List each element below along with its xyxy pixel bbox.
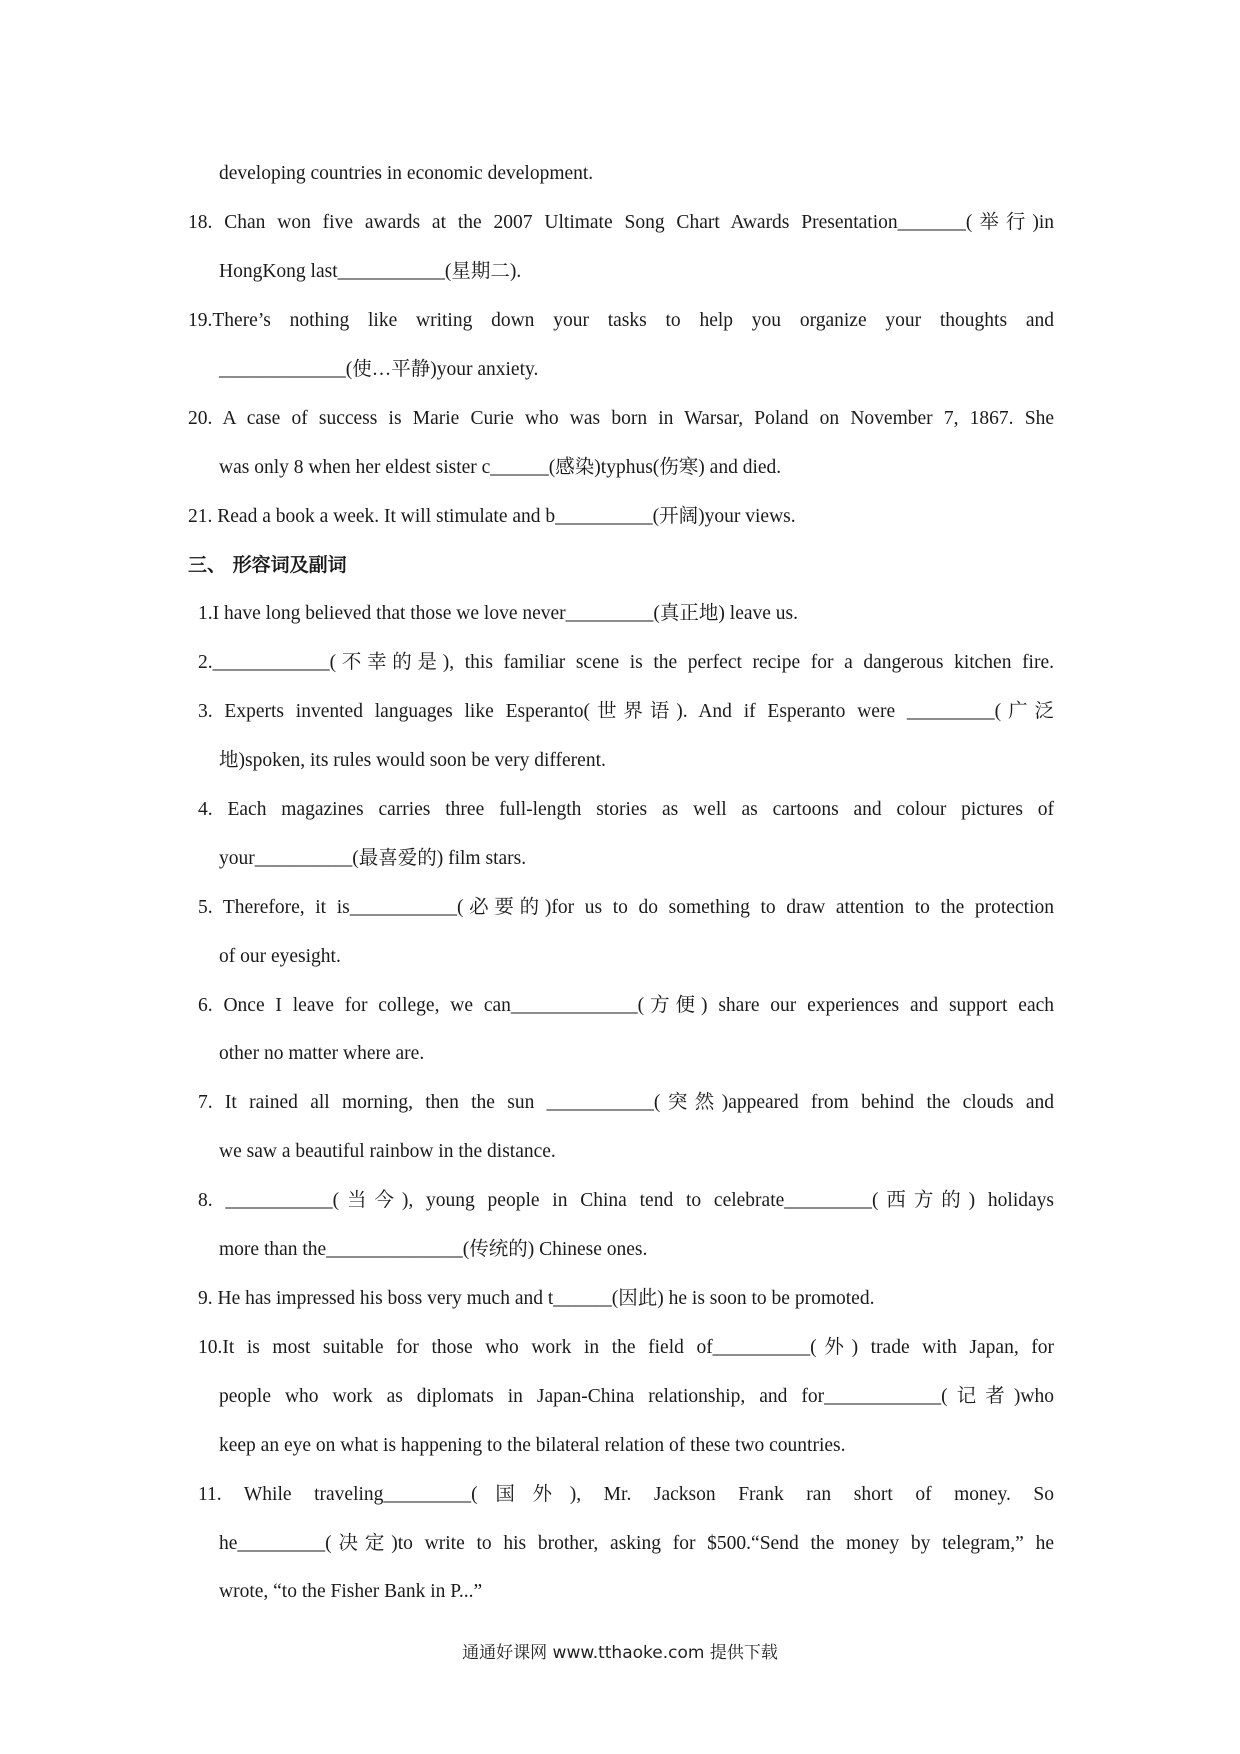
adj-question-3: 3. Experts invented languages like Esperanto(世界语). And if Esperanto were _________(广泛 (198, 701, 1054, 722)
adj-question-2: 2.____________(不幸的是), this familiar scene is the perfect recipe for a dangerous kitchen fire. (198, 652, 1054, 673)
text-line: wrote, “to the Fisher Bank in P...” (219, 1581, 483, 1602)
text-line: people who work as diplomats in Japan-China relationship, and for____________(记者)who (219, 1386, 1054, 1407)
adj-question-6: 6. Once I leave for college, we can_____________(方便) share our experiences and support each (198, 995, 1054, 1016)
text-line: we saw a beautiful rainbow in the distance. (219, 1141, 556, 1162)
adj-question-4: 4. Each magazines carries three full-length stories as well as cartoons and colour pictures of (198, 799, 1054, 820)
question-18: 18. Chan won five awards at the 2007 Ultimate Song Chart Awards Presentation_______(举行)in (188, 212, 1054, 233)
adj-question-7: 7. It rained all morning, then the sun ___________(突然)appeared from behind the clouds and (198, 1092, 1054, 1113)
text-line: he_________(决定)to write to his brother, asking for $500.“Send the money by telegram,” he (219, 1533, 1054, 1554)
adj-question-9: 9. He has impressed his boss very much and t______(因此) he is soon to be promoted. (198, 1288, 875, 1309)
text-line: developing countries in economic development. (219, 163, 594, 184)
footer-text: 通通好课网 www.tthaoke.com 提供下载 (462, 1643, 778, 1663)
text-line: other no matter where are. (219, 1043, 425, 1064)
adj-question-11: 11. While traveling_________(国外), Mr. Jackson Frank ran short of money. So (198, 1484, 1054, 1505)
text-line: HongKong last___________(星期二). (219, 261, 522, 282)
text-line: of our eyesight. (219, 946, 341, 967)
question-21: 21. Read a book a week. It will stimulate and b__________(开阔)your views. (188, 506, 796, 527)
adj-question-1: 1.I have long believed that those we love never_________(真正地) leave us. (198, 603, 798, 624)
adj-question-5: 5. Therefore, it is___________(必要的)for us to do something to draw attention to the protection (198, 897, 1054, 918)
text-line: more than the______________(传统的) Chinese ones. (219, 1239, 648, 1260)
adj-question-8: 8. ___________(当今), young people in China tend to celebrate_________(西方的) holidays (198, 1190, 1054, 1211)
question-20: 20. A case of success is Marie Curie who was born in Warsar, Poland on November 7, 1867. She (188, 408, 1054, 429)
section-heading: 三、 形容词及副词 (188, 554, 347, 576)
text-line: was only 8 when her eldest sister c______(感染)typhus(伤寒) and died. (219, 457, 782, 478)
adj-question-10: 10.It is most suitable for those who work in the field of__________(外) trade with Japan, for (198, 1337, 1054, 1358)
text-line: 地)spoken, its rules would soon be very different. (219, 750, 606, 771)
text-line: keep an eye on what is happening to the bilateral relation of these two countries. (219, 1435, 846, 1456)
question-19: 19.There’s nothing like writing down your tasks to help you organize your thoughts and (188, 310, 1054, 331)
text-line: _____________(使…平静)your anxiety. (219, 359, 539, 380)
text-line: your__________(最喜爱的) film stars. (219, 848, 527, 869)
